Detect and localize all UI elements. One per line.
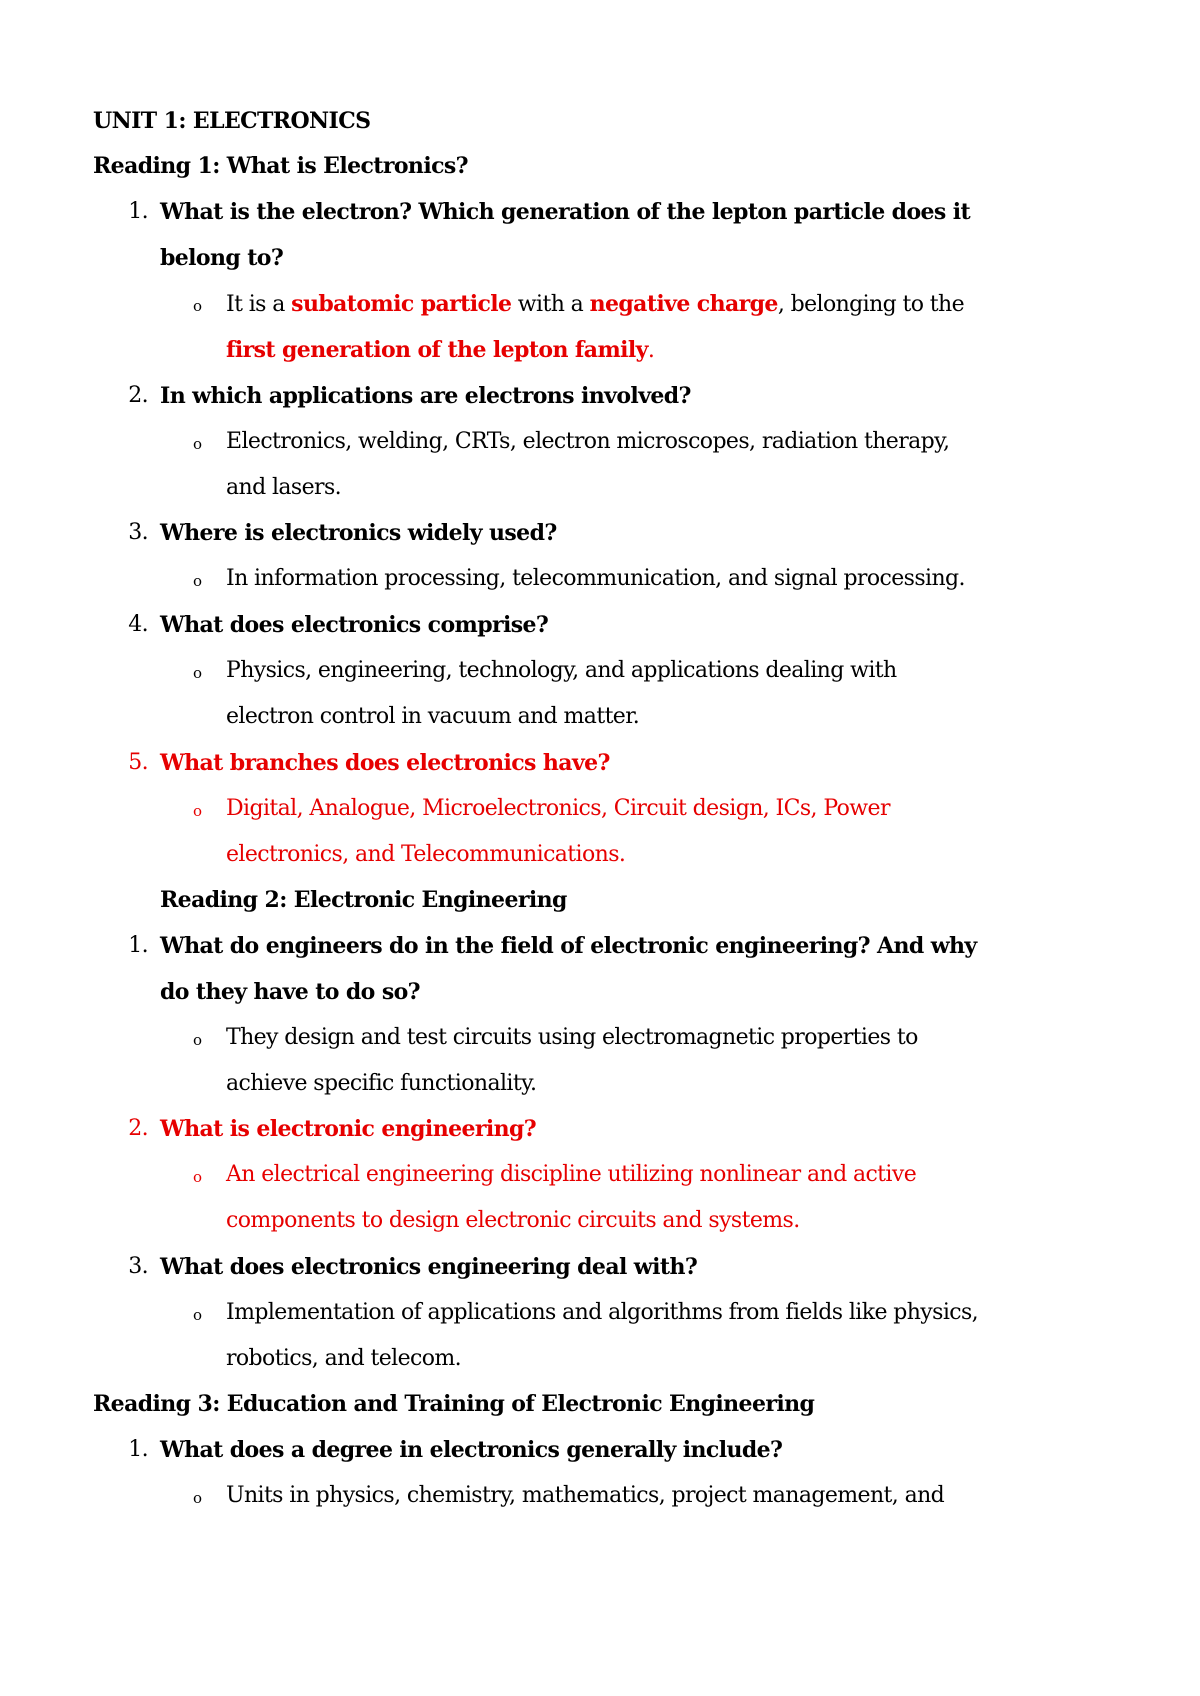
r1-q4-bullet-icon: o [193, 664, 203, 682]
r1-q2-answer-line1: Electronics, welding, CRTs, electron microscopes, radiation therapy, [226, 429, 950, 454]
r2-q1-bullet-icon: o [193, 1031, 203, 1049]
r1-q5-answer-line2: electronics, and Telecommunications. [226, 842, 626, 867]
r1-q4-number: 4. [128, 612, 148, 637]
r1-q2-answer-line2: and lasers. [226, 475, 342, 500]
r1-q4-answer-line2: electron control in vacuum and matter. [226, 704, 640, 729]
r2-q3-answer-line1: Implementation of applications and algorithms from fields like physics, [226, 1300, 979, 1325]
r1-q1-highlight-subatomic: subatomic particle [291, 291, 512, 317]
r1-q1-answer-text: with a [511, 292, 590, 317]
r1-q3-bullet-icon: o [193, 572, 203, 590]
r2-q2-bullet-icon: o [193, 1168, 203, 1186]
r2-q2-number: 2. [128, 1116, 148, 1141]
r1-q1-answer-line2 [226, 339, 654, 362]
r1-q5-question: What branches does electronics have? [160, 750, 610, 776]
r2-q3-answer-line2: robotics, and telecom. [226, 1346, 462, 1371]
r3-q1-answer-line1: Units in physics, chemistry, mathematics, project management, and [226, 1483, 945, 1508]
r1-q1-answer-line1 [226, 293, 964, 316]
r1-q4-answer-line1: Physics, engineering, technology, and applications dealing with [226, 658, 897, 683]
r1-q1-answer-period: . [647, 338, 655, 363]
reading-3-heading: Reading 3: Education and Training of Electronic Engineering [93, 1391, 815, 1417]
r1-q5-number: 5. [128, 750, 148, 775]
r1-q1-question-line1: What is the electron? Which generation of the lepton particle does it [160, 199, 971, 225]
r1-q1-answer-text: , belonging to the [777, 292, 965, 317]
r1-q5-answer-line1: Digital, Analogue, Microelectronics, Circuit design, ICs, Power [226, 796, 890, 821]
r2-q1-answer-line1: They design and test circuits using electromagnetic properties to [226, 1025, 918, 1050]
unit-title: UNIT 1: ELECTRONICS [93, 108, 371, 134]
r2-q3-question: What does electronics engineering deal with? [160, 1254, 698, 1280]
r3-q1-bullet-icon: o [193, 1489, 203, 1507]
r1-q1-number: 1. [128, 199, 148, 224]
r1-q1-bullet-icon: o [193, 297, 203, 315]
r1-q3-question: Where is electronics widely used? [160, 520, 557, 546]
r1-q5-bullet-icon: o [193, 802, 203, 820]
r3-q1-number: 1. [128, 1437, 148, 1462]
r2-q1-number: 1. [128, 933, 148, 958]
r1-q2-number: 2. [128, 383, 148, 408]
r1-q4-question: What does electronics comprise? [160, 612, 549, 638]
r2-q3-number: 3. [128, 1254, 148, 1279]
r2-q2-answer-line1: An electrical engineering discipline utilizing nonlinear and active [226, 1162, 917, 1187]
r1-q1-highlight-first-generation: first generation of the lepton family [226, 337, 648, 363]
r2-q1-question-line2: do they have to do so? [160, 979, 420, 1005]
r1-q1-highlight-negative-charge: negative charge [589, 291, 778, 317]
r1-q3-answer-line1: In information processing, telecommunication, and signal processing. [226, 566, 965, 591]
r3-q1-question: What does a degree in electronics generally include? [160, 1437, 783, 1463]
r2-q3-bullet-icon: o [193, 1306, 203, 1324]
reading-2-heading: Reading 2: Electronic Engineering [160, 887, 567, 913]
r2-q1-answer-line2: achieve specific functionality. [226, 1071, 537, 1096]
r1-q1-answer-text: It is a [226, 292, 292, 317]
r1-q3-number: 3. [128, 520, 148, 545]
r2-q2-answer-line2: components to design electronic circuits and systems. [226, 1208, 800, 1233]
r2-q1-question-line1: What do engineers do in the field of electronic engineering? And why [160, 933, 977, 959]
r1-q2-question: In which applications are electrons involved? [160, 383, 691, 409]
r1-q2-bullet-icon: o [193, 435, 203, 453]
reading-1-heading: Reading 1: What is Electronics? [93, 153, 468, 179]
r2-q2-question: What is electronic engineering? [160, 1116, 537, 1142]
r1-q1-question-line2: belong to? [160, 245, 284, 271]
